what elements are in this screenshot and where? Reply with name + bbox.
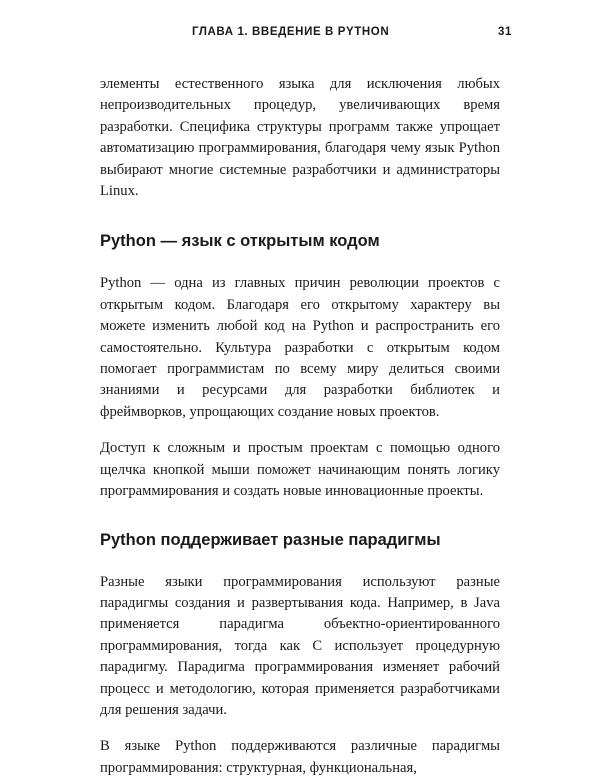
section-heading-open-source: Python — язык с открытым кодом: [100, 232, 380, 251]
paragraph-paradigms-2: В языке Python поддерживаются различные парадигмы программирования: структурная, функциональная,: [100, 738, 500, 776]
section-heading-paradigms: Python поддерживает разные парадигмы: [100, 530, 441, 549]
paragraph-open-source-2: Доступ к сложным и простым проектам с помощью одного щелчка кнопкой мыши поможет начинающим понять логику программирования и создать новые инновационные проекты.: [100, 440, 500, 500]
page-body: [100, 74, 500, 779]
chapter-title: ГЛАВА 1. ВВЕДЕНИЕ В PYTHON: [192, 26, 390, 38]
paragraph-open-source-1: Python — одна из главных причин революции проектов с открытым кодом. Благодаря его открытому характеру вы можете изменить любой код на Python и распространить его самостоятельно. Культура разработки с открытым кодом помогает программистам по всему миру делиться своими знаниями и ресурсами для разработки библиотек и фреймворков, упрощающих создание новых проектов.: [100, 275, 500, 420]
paragraph-paradigms-1: Разные языки программирования используют разные парадигмы создания и развертывания кода. Например, в Java применяется парадигма объектно-ориентированного программирования, тогда как C использует процедурную парадигму. Парадигма программирования изменяет рабочий процесс и методологию, которая применяется разработчиками для решения задачи.: [100, 573, 500, 718]
running-header: [88, 26, 512, 38]
page-number: 31: [498, 26, 512, 38]
paragraph-intro: элементы естественного языка для исключения любых непроизводительных процедур, увеличивающих время разработки. Специфика структуры программ также упрощает автоматизацию программирования, благодаря чему язык Python выбирают многие системные разработчики и администраторы Linux.: [100, 76, 500, 200]
intro-block: [100, 74, 500, 202]
